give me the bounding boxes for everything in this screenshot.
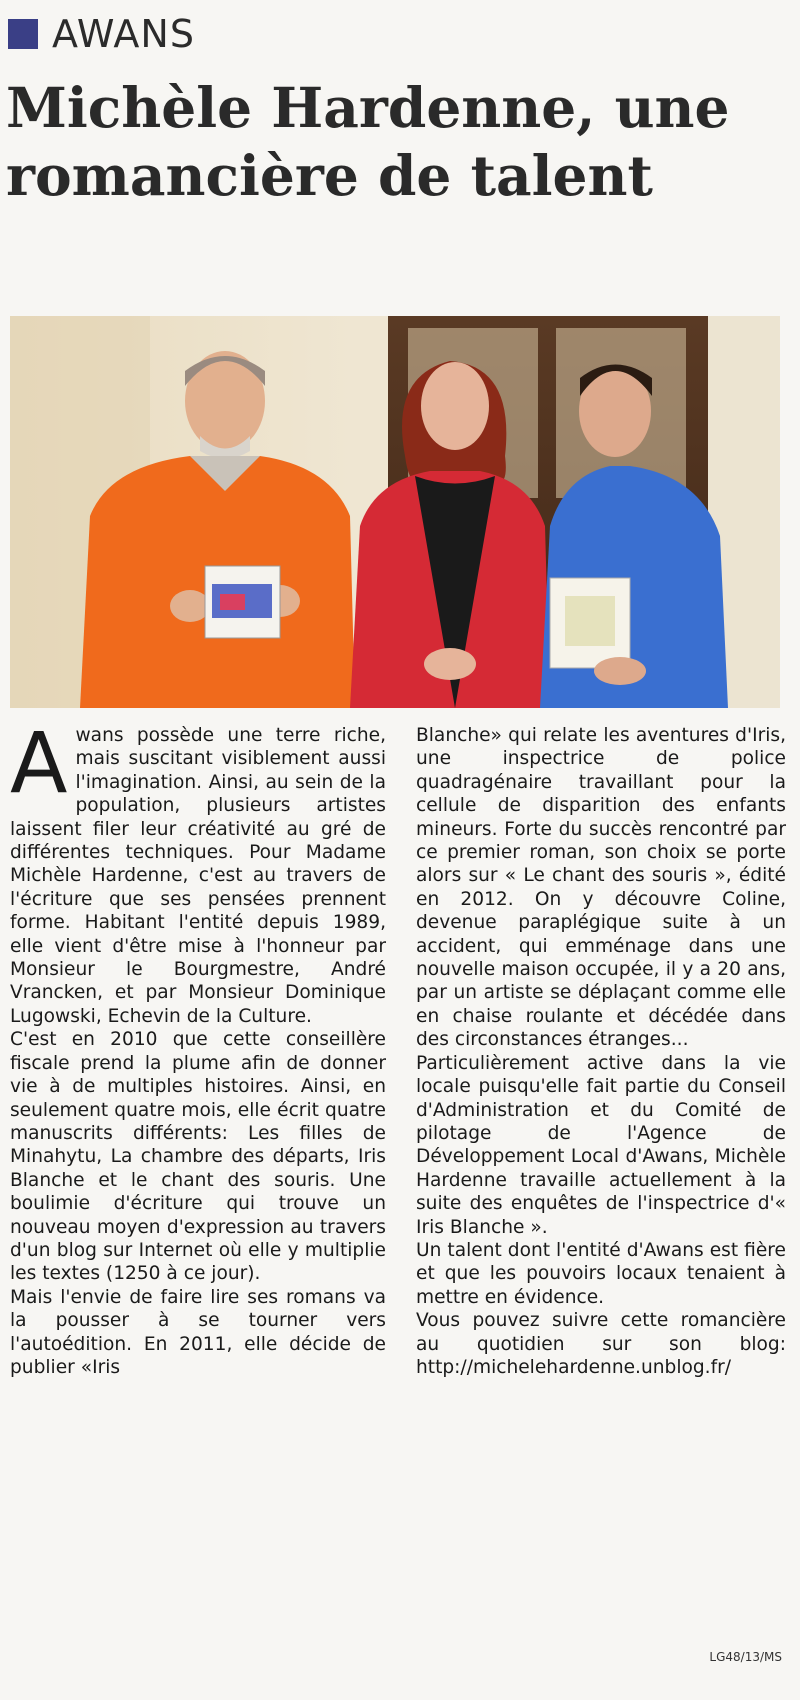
section-tag [8, 14, 195, 54]
drop-cap: A [10, 714, 68, 812]
paragraph: Vous pouvez suivre cette romancière au quotidien sur son blog: http://michelehardenne.unblog.fr/ [416, 1310, 786, 1378]
paragraph: Mais l'envie de faire lire ses romans va la pousser à se tourner vers l'autoédition. En 2011, elle décide de publier «Iris [10, 1286, 386, 1378]
paragraph: Blanche» qui relate les aventures d'Iris, une inspectrice de police quadragénaire travaillant pour la cellule de disparition des enfants mineurs. Forte du succès rencontré par ce premier roman, son choix se porte alors sur « Le chant des souris », édité en 2012. On y découvre Coline, devenue paraplégique suite à un accident, qui emménage dans une nouvelle maison occupée, il y a 20 ans, par un artiste se déplaçant comme elle en chaise roulante et décédée dans des circonstances étranges... [416, 725, 786, 1051]
paragraph: wans possède une terre riche, mais suscitant visiblement aussi l'imagination. Ainsi, au sein de la population, plusieurs artistes laissent filer leur créativité au gré de différentes techniques. Pour Madame Michèle Hardenne, c'est au travers de l'écriture que ses pensées prennent forme. Habitant l'entité depuis 1989, elle vient d'être mise à l'honneur par Monsieur le Bourgmestre, André Vrancken, et par Monsieur Dominique Lugowski, Echevin de la Culture. [10, 725, 386, 1027]
article-column-right [416, 724, 786, 1379]
article-column-left [10, 714, 386, 1379]
headline: Michèle Hardenne, une romancière de talent [6, 75, 730, 208]
section-marker [8, 19, 38, 49]
article-credit: LG48/13/MS [709, 1650, 782, 1664]
article-photo [10, 316, 780, 708]
paragraph: Un talent dont l'entité d'Awans est fière et que les pouvoirs locaux tenaient à mettre en évidence. [416, 1239, 786, 1308]
paragraph: Particulièrement active dans la vie locale puisqu'elle fait partie du Conseil d'Administration et du Comité de pilotage de l'Agence de Développement Local d'Awans, Michèle Hardenne travaille actuellement à la suite des enquêtes de l'inspectrice d'« Iris Blanche ». [416, 1052, 786, 1238]
paragraph: C'est en 2010 que cette conseillère fiscale prend la plume afin de donner vie à de multiples histoires. Ainsi, en seulement quatre mois, elle écrit quatre manuscrits différents: Les filles de Minahytu, La chambre des départs, Iris Blanche et le chant des souris. Une boulimie d'écriture qui trouve un nouveau moyen d'expression au travers d'un blog sur Internet où elle y multiplie les textes (1250 à ce jour). [10, 1029, 386, 1285]
section-name: AWANS [52, 12, 195, 56]
